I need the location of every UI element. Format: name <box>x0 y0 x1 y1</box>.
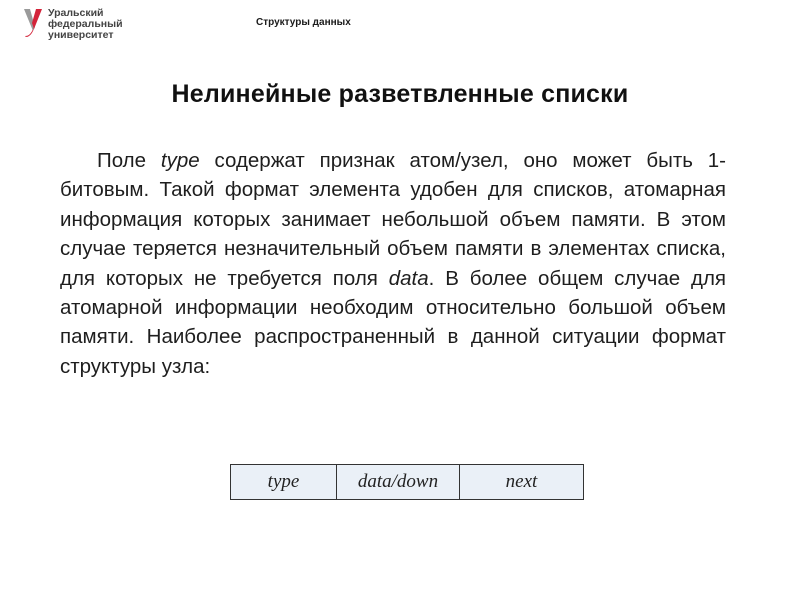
page-title: Нелинейные разветвленные списки <box>171 80 629 108</box>
university-name <box>48 8 123 41</box>
ural-university-logo-icon <box>22 7 44 41</box>
university-name-line: федеральный <box>48 18 123 30</box>
course-title: Структуры данных <box>256 17 351 28</box>
university-name-line: университет <box>48 29 114 41</box>
table-row <box>231 465 584 500</box>
paragraph-text: . В более общем случае для атомарной информации необходим относительно большой объем памяти. Наиболее распространенный в данной ситуации формат структуры узла: <box>60 266 727 378</box>
paragraph-text: Поле <box>97 149 161 172</box>
body-paragraph <box>60 146 726 381</box>
paragraph-text: содержат признак атом/узел, оно может быть 1-битовым. Такой формат элемента удобен для списков, атомарная информация которых занимает небольшой объем памяти. В этом случае теряется незначительный объем памяти в элементах списка, для которых не требуется поля <box>60 149 726 290</box>
university-logo <box>22 6 152 44</box>
term-type: type <box>160 149 200 172</box>
node-format-table <box>230 464 584 500</box>
field-data-down-cell: data/down <box>337 465 460 500</box>
field-next-cell: next <box>460 465 584 500</box>
university-name-line: Уральский <box>48 7 104 19</box>
field-type-cell: type <box>231 465 337 500</box>
term-data: data <box>388 266 429 290</box>
